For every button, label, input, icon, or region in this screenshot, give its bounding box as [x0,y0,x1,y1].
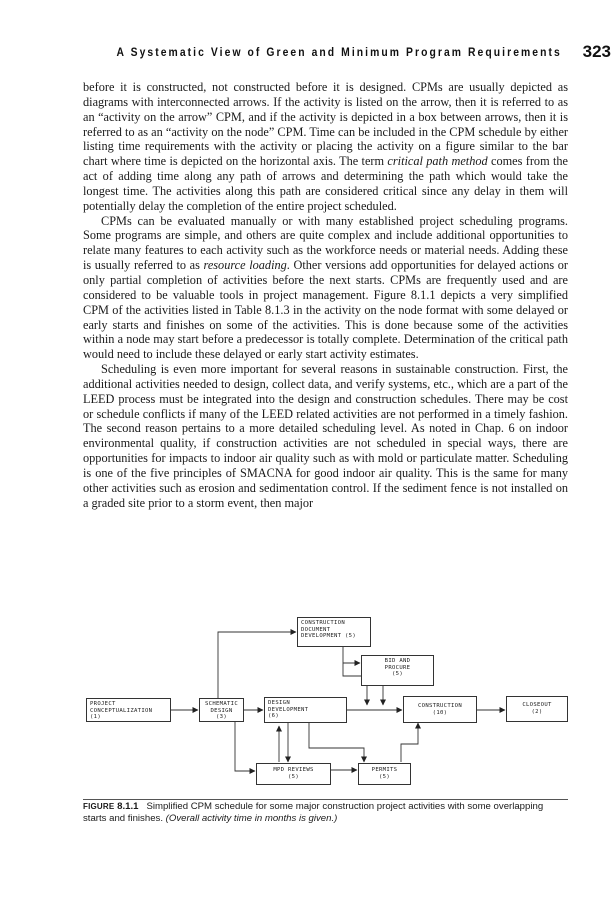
figure-caption [83,801,568,825]
caption-text: Simplified CPM schedule for some major construction project activities with some overlapping starts and finishes. [83,801,544,824]
arrow-sd-to-cdd [218,632,296,698]
node-closeout [506,696,568,722]
caption-note: (Overall activity time in months is given.) [165,813,338,824]
node-sd-line-2: DESIGN [210,707,233,714]
cpm-diagram [83,610,573,790]
node-construction [403,696,477,723]
node-bid-line-3: (5) [391,671,403,678]
node-design-development [264,697,347,723]
paragraph-3: Scheduling is even more important for several reasons in sustainable construction. First, the additional activities needed to design, collect data, and verify systems, etc., which are a part of the LEED process must be integrated into the design and construction schedules. There may be cost or schedule conflicts if many of the LEED related activities are not performed in a timely fashion. The second reason pertains to a more detailed scheduling level. As noted in Chap. 6 on indoor environmental quality, if construction activities are not scheduled in special ways, there are opportunities for impacts to indoor air quality such as with mold or particulate matter. Scheduling is one of the five principles of SMACNA for good indoor air quality. This is the same for many other activities such as erosion and sedimentation control. If the sediment fence is not installed on a graded site prior to a storm event, then major [83,362,568,510]
arrow-dd-to-per [309,723,364,762]
paragraph-2 [83,214,568,362]
node-dd-line-1: DESIGN [268,700,291,706]
node-bid-and-procure [361,655,434,686]
figure-label-number: 8.1.1 [117,801,139,812]
arrow-per-to-con [401,723,418,762]
body-text [83,80,568,510]
node-construction-document-development [297,617,371,647]
running-head: A Systematic View of Green and Minimum Program Requirements [116,47,562,59]
node-per-line-1: PERMITS [371,767,398,774]
page-number: 323 [582,42,611,61]
node-cdd-line-1: CONSTRUCTION [301,620,346,626]
node-project-conceptualization [86,698,171,722]
term-resource-loading: resource loading [203,258,287,273]
node-clo-line-2: (2) [531,709,543,715]
node-sd-line-1: SCHEMATIC [204,701,238,707]
figure-label-prefix: FIGURE [83,802,115,811]
figure-label [83,801,138,812]
node-cdd-line-3: DEVELOPMENT (5) [301,633,357,640]
paragraph-1-text-b: comes from the act of adding time along any path of arrows and determining the path which would take the longest time. The activities along this path are considered critical since any delay in them will potentially delay the completion of the entire project scheduled. [83,154,568,213]
node-bid-line-1: BID AND [384,658,411,664]
node-permits [358,763,411,785]
node-cdd-line-2: DOCUMENT [301,626,331,633]
node-clo-line-1: CLOSEOUT [522,702,552,709]
node-sd-line-3: (3) [215,714,227,721]
node-mpd-reviews [256,763,331,785]
node-pc-line-1: PROJECT [90,701,116,707]
node-bid-line-2: PROCURE [384,664,411,671]
node-per-line-2: (5) [378,774,390,780]
page-header [0,40,614,64]
node-pc-line-3: (1) [90,714,102,721]
node-con-line-1: CONSTRUCTION [417,702,462,709]
term-critical-path-method: critical path method [387,154,488,169]
node-mpd-line-1: MPD REVIEWS [273,767,314,774]
paragraph-2-text-a: CPMs can be evaluated manually or with many established project scheduling programs. Some programs are simple, and others are quite complex and include additional opportunities to relate many features to each activity such as the workforce needs or material needs. Adding these is usually referred to as [83,213,568,273]
node-mpd-line-2: (5) [287,774,299,780]
node-dd-line-2: DEVELOPMENT [268,706,309,713]
caption-rule [83,799,568,800]
node-dd-line-3: (6) [268,713,280,720]
node-con-line-2: (10) [432,709,448,716]
paragraph-1 [83,80,568,214]
node-pc-line-2: CONCEPTUALIZATION [90,707,153,714]
node-schematic-design [199,698,244,722]
arrow-sd-to-mpd [235,722,255,771]
paragraph-2-text-b: . Other versions add opportunities for delayed actions or only partial completion of activities before the next starts. CPMs are frequently used and are considered to be valuable tools in project management. Figure 8.1.1 depicts a very simplified CPM of the activities listed in Table 8.1.3 in the activity on the node format with some delayed or early starts and finishes on some of the activities. This is done because some of the activities within a node may start before a predecessor is totally complete. Determination of the critical path would need to include these delayed or early start activity estimates. [83,258,569,362]
paragraph-1-text-a: before it is constructed, not constructed before it is designed. CPMs are usually depicted as diagrams with interconnected arrows. If the activity is listed on the arrow, then it is referred to as an “activity on the arrow” CPM, and if the activity is depicted in a box between arrows, then it is referred to as an “activity on the node” CPM. Time can be included in the CPM schedule by either listing time requirements with the activity or placing the activity on a figure similar to the bar chart where time is depicted on the horizontal axis. The term [83,80,568,169]
